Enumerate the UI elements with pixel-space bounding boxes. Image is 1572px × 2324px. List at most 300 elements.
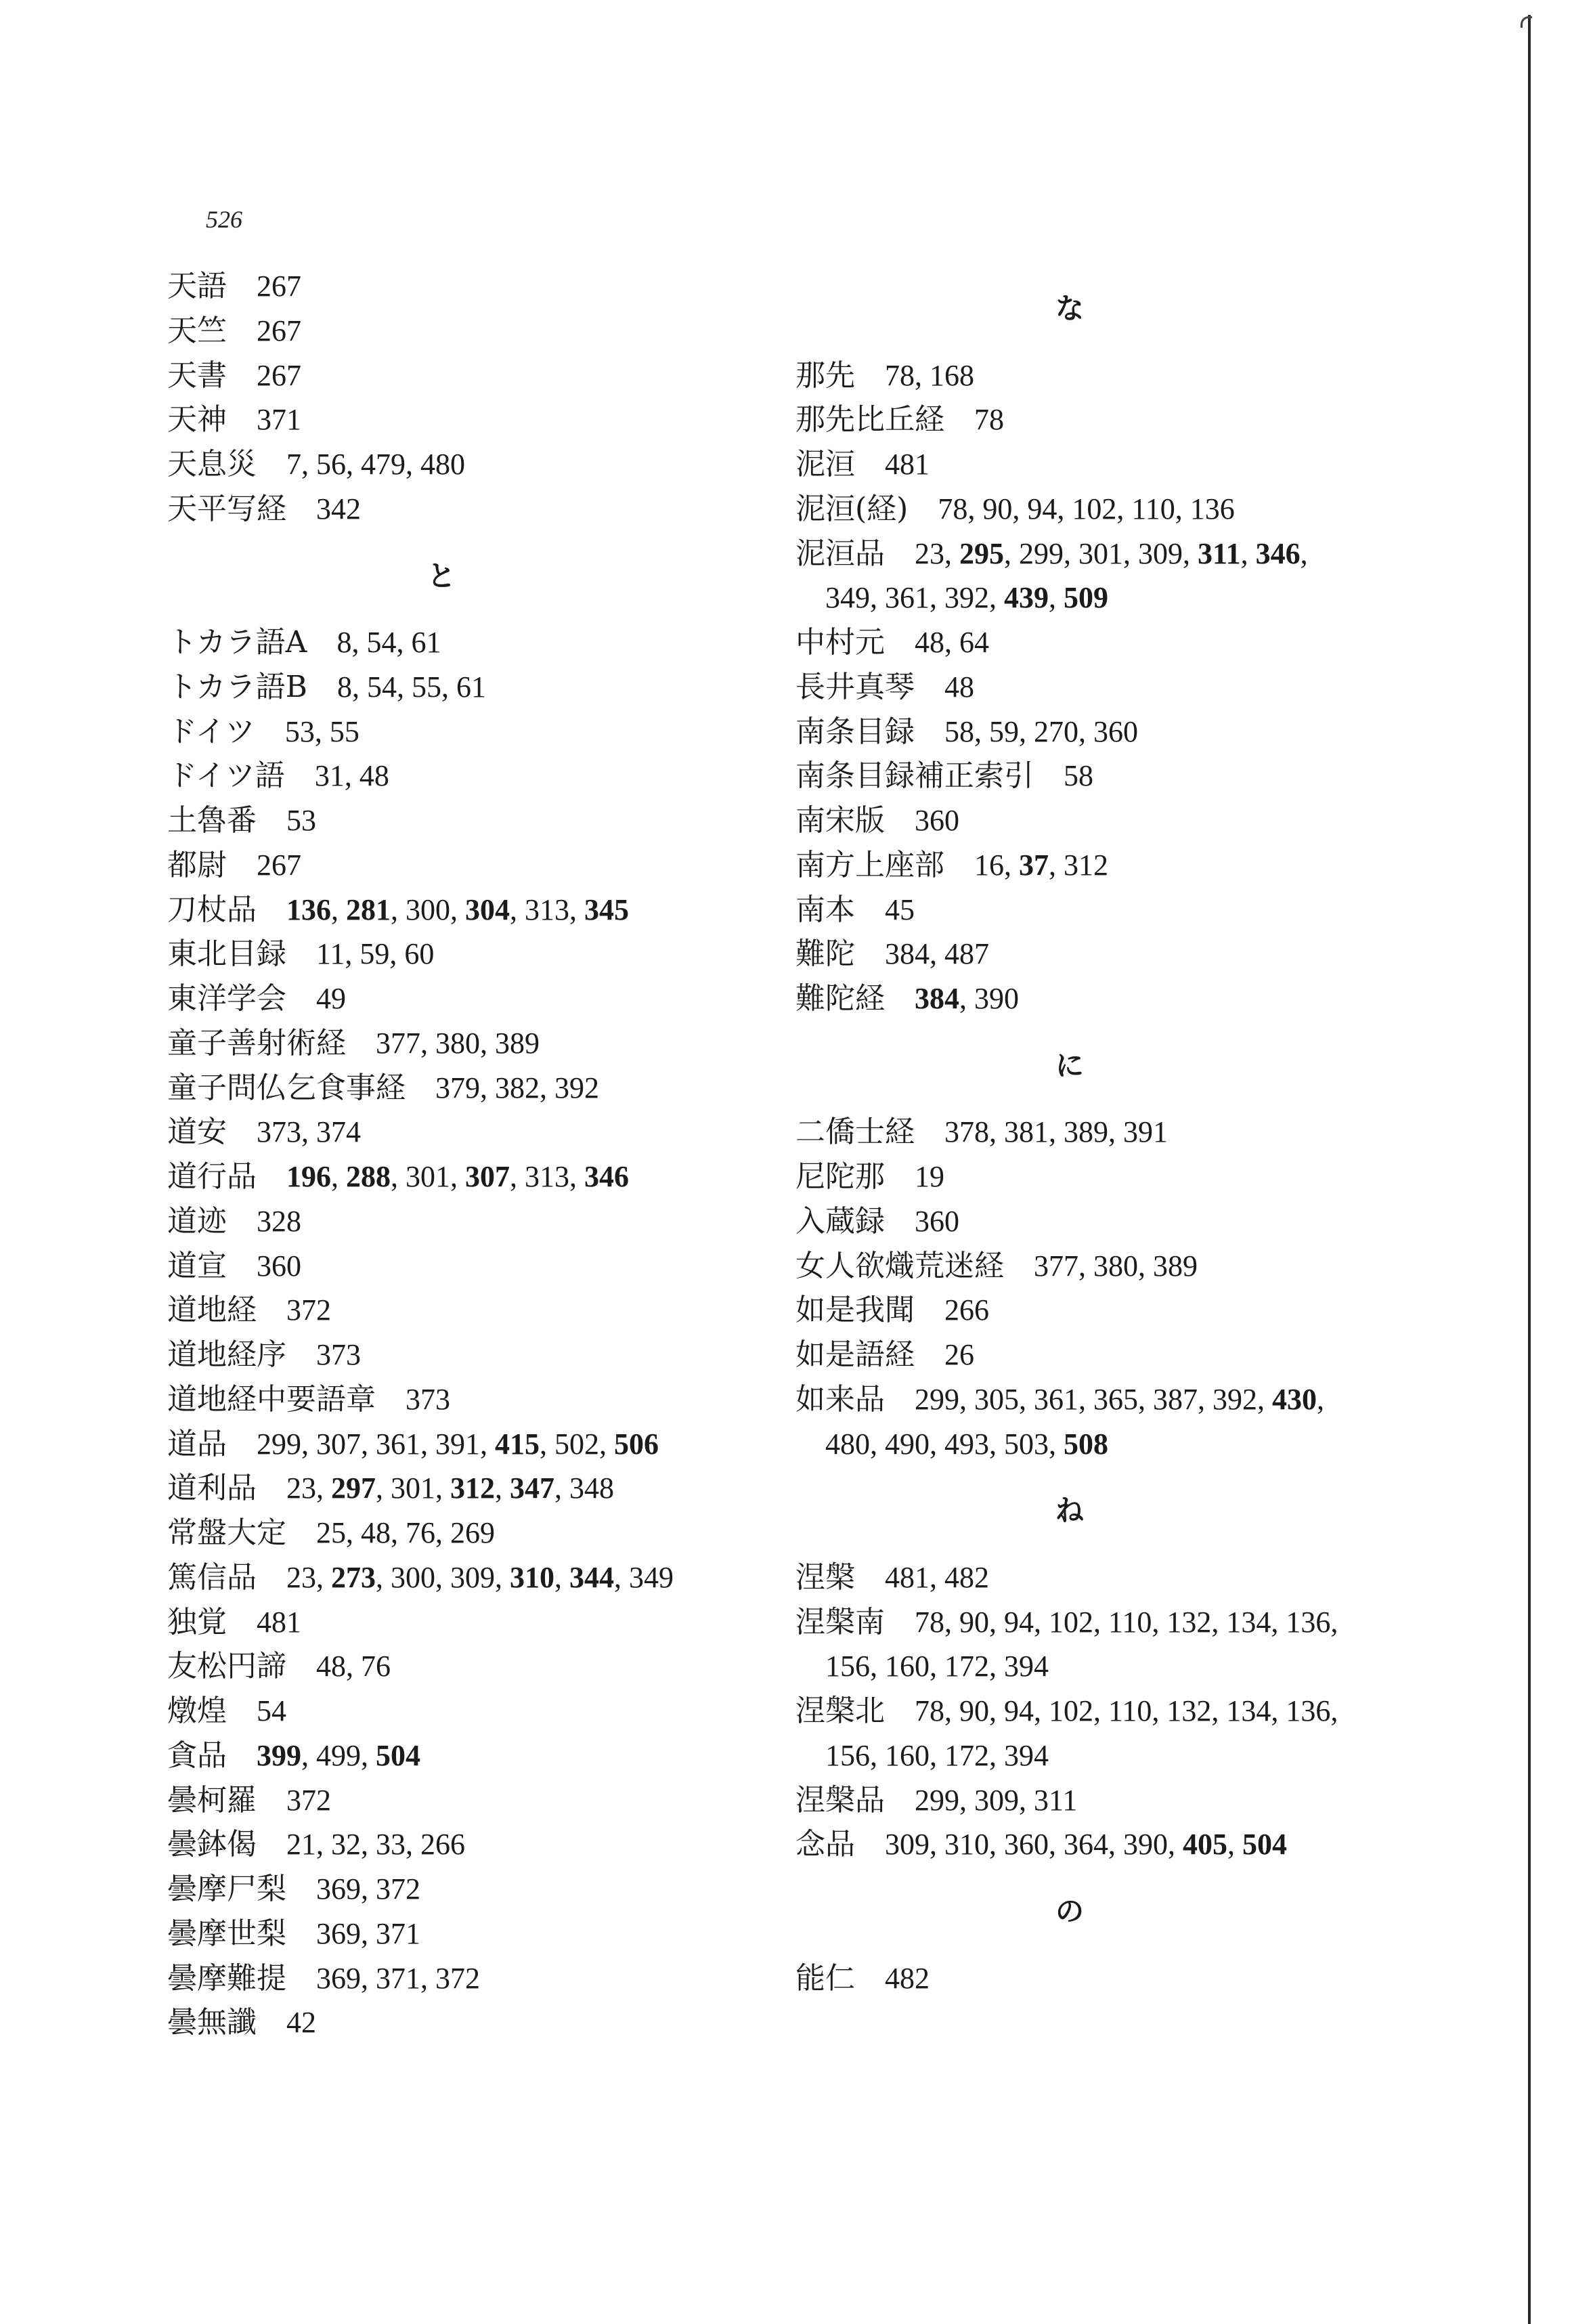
page-ref: 61 bbox=[456, 670, 487, 704]
page-ref: 59 bbox=[989, 714, 1019, 748]
page-ref: 132 bbox=[1166, 1694, 1212, 1728]
page-edge-line bbox=[1528, 15, 1531, 2324]
index-entry bbox=[167, 754, 716, 798]
entry-term: 道地経中要語章 bbox=[167, 1381, 376, 1417]
ref-separator: , bbox=[1152, 1605, 1160, 1639]
ref-separator: , bbox=[391, 1516, 398, 1550]
page-ref: 482 bbox=[944, 1560, 989, 1594]
index-entry bbox=[167, 1110, 716, 1155]
entry-term: 南宋版 bbox=[795, 803, 885, 838]
entry-term: 燉煌 bbox=[167, 1694, 227, 1729]
ref-separator: , bbox=[1317, 1382, 1324, 1416]
page-ref: 48 bbox=[944, 670, 974, 704]
page-ref: 430 bbox=[1272, 1382, 1317, 1416]
entry-term: 刀杖品 bbox=[167, 892, 257, 927]
page-ref: 384 bbox=[915, 982, 959, 1016]
index-entry bbox=[795, 1555, 1344, 1600]
ref-separator: , bbox=[435, 1560, 443, 1594]
index-entry bbox=[795, 1155, 1344, 1199]
index-entry bbox=[167, 1333, 716, 1377]
entry-term: 道利品 bbox=[167, 1471, 257, 1506]
entry-term: 能仁 bbox=[795, 1960, 855, 1996]
ref-separator: , bbox=[1138, 1382, 1145, 1416]
index-entry bbox=[167, 1689, 716, 1734]
entry-term: 独覚 bbox=[167, 1604, 227, 1639]
ref-separator: , bbox=[316, 1471, 324, 1505]
page-ref: 160 bbox=[885, 1738, 930, 1772]
page-ref: 480 bbox=[420, 448, 465, 481]
index-entry bbox=[795, 1600, 1344, 1645]
index-entry bbox=[795, 754, 1344, 798]
page-ref: 345 bbox=[584, 892, 629, 926]
ref-separator: , bbox=[420, 1026, 428, 1060]
page-ref: 372 bbox=[286, 1293, 331, 1327]
index-entry bbox=[167, 1377, 716, 1422]
ref-separator: , bbox=[1168, 1828, 1175, 1862]
page-ref: 94 bbox=[1004, 1694, 1034, 1728]
page-ref: 55 bbox=[412, 670, 442, 704]
index-entry bbox=[167, 264, 716, 309]
page-ref: 267 bbox=[257, 848, 301, 882]
ref-separator: , bbox=[1078, 1249, 1086, 1283]
entry-term: 篤信品 bbox=[167, 1559, 257, 1595]
index-entry bbox=[795, 1778, 1344, 1823]
page-ref: 369 bbox=[316, 1916, 361, 1950]
ref-separator: , bbox=[974, 714, 982, 748]
page-ref: 482 bbox=[885, 1961, 930, 1995]
ref-separator: , bbox=[1175, 492, 1183, 525]
ref-separator: , bbox=[540, 1427, 547, 1461]
ref-separator: , bbox=[510, 892, 517, 926]
page-ref: 380 bbox=[1093, 1249, 1138, 1283]
page-ref: 45 bbox=[885, 892, 915, 926]
entry-term: 天神 bbox=[167, 402, 227, 437]
index-entry bbox=[167, 1734, 716, 1778]
page-ref: 361 bbox=[376, 1427, 420, 1461]
index-entry bbox=[167, 1912, 716, 1956]
entry-term: 如来品 bbox=[795, 1381, 885, 1417]
page-ref: 61 bbox=[411, 626, 441, 660]
page-ref: 389 bbox=[1064, 1115, 1108, 1149]
section-heading: と bbox=[427, 559, 456, 593]
ref-separator: , bbox=[989, 1828, 997, 1862]
ref-separator: , bbox=[376, 1471, 383, 1505]
page-ref: 301 bbox=[406, 1160, 450, 1194]
page-ref: 360 bbox=[257, 1249, 301, 1283]
page-ref: 90 bbox=[959, 1694, 989, 1728]
ref-separator: , bbox=[1012, 492, 1020, 525]
ref-separator: , bbox=[989, 1694, 997, 1728]
ref-separator: , bbox=[569, 1160, 577, 1194]
ref-separator: , bbox=[331, 892, 339, 926]
page-ref: 502 bbox=[554, 1427, 599, 1461]
page-ref: 102 bbox=[1072, 492, 1117, 525]
ref-separator: , bbox=[930, 1828, 937, 1862]
page-ref: 78 bbox=[915, 1694, 944, 1728]
index-entry bbox=[795, 888, 1344, 932]
index-entry bbox=[167, 1778, 716, 1823]
entry-term: 童子善射術経 bbox=[167, 1025, 346, 1060]
page-ref: 48 bbox=[915, 626, 944, 660]
page-ref: 8 bbox=[337, 670, 353, 704]
ref-separator: , bbox=[1019, 1382, 1026, 1416]
page-ref: 288 bbox=[346, 1160, 391, 1194]
ref-separator: , bbox=[1049, 1427, 1056, 1461]
page-ref: 53 bbox=[284, 714, 315, 748]
page-ref: 415 bbox=[495, 1427, 540, 1461]
page-ref: 266 bbox=[944, 1293, 989, 1327]
entry-term: 長井真琴 bbox=[795, 669, 915, 704]
entry-term: 南条目録 bbox=[795, 714, 915, 749]
ref-separator: , bbox=[930, 1560, 937, 1594]
page-ref: 196 bbox=[286, 1160, 331, 1194]
ref-separator: , bbox=[1123, 536, 1131, 570]
page-ref: 387 bbox=[1153, 1382, 1198, 1416]
page-ref: 23 bbox=[915, 536, 944, 570]
ref-separator: , bbox=[1138, 1249, 1145, 1283]
ref-separator: , bbox=[930, 1427, 937, 1461]
ref-separator: , bbox=[314, 714, 322, 748]
page-ref: 21 bbox=[286, 1828, 316, 1862]
index-entry bbox=[167, 1155, 716, 1199]
page-ref: 23 bbox=[286, 1471, 316, 1505]
ref-separator: , bbox=[1271, 1694, 1279, 1728]
index-entry-continuation bbox=[795, 1734, 1344, 1778]
index-entry bbox=[795, 843, 1344, 888]
ref-separator: , bbox=[495, 1471, 502, 1505]
page-ref: 300 bbox=[406, 892, 450, 926]
index-entry bbox=[795, 1822, 1344, 1867]
ref-separator: , bbox=[1271, 1605, 1279, 1639]
entry-term: 常盤大定 bbox=[167, 1515, 286, 1551]
index-entry bbox=[167, 1021, 716, 1066]
page-ref: 37 bbox=[1019, 848, 1049, 882]
ref-separator: , bbox=[301, 1738, 309, 1772]
page-ref: 156 bbox=[825, 1738, 870, 1772]
page-ref: 391 bbox=[1123, 1115, 1168, 1149]
page-ref: 372 bbox=[435, 1961, 480, 1995]
page-ref: 295 bbox=[959, 536, 1004, 570]
ref-separator: , bbox=[959, 1783, 967, 1817]
section-heading: の bbox=[1055, 1895, 1084, 1929]
page-ref: 481 bbox=[257, 1605, 301, 1639]
page-ref: 60 bbox=[404, 937, 435, 971]
index-entry bbox=[167, 1822, 716, 1867]
index-entry bbox=[167, 1644, 716, 1689]
page-ref: 25 bbox=[316, 1516, 346, 1550]
ref-separator: , bbox=[376, 1560, 383, 1594]
page-ref: 499 bbox=[316, 1738, 361, 1772]
page-ref: 156 bbox=[825, 1650, 870, 1683]
ref-separator: , bbox=[450, 892, 458, 926]
ref-separator: , bbox=[420, 1961, 428, 1995]
ref-separator: , bbox=[391, 1160, 398, 1194]
page-ref: 76 bbox=[406, 1516, 435, 1550]
page-ref: 373 bbox=[316, 1338, 361, 1372]
ref-separator: , bbox=[1116, 492, 1125, 525]
ref-separator: , bbox=[944, 626, 952, 660]
section-heading: な bbox=[1055, 292, 1084, 325]
page-ref: 136 bbox=[1189, 492, 1235, 525]
ref-separator: , bbox=[301, 1115, 309, 1149]
page-ref: 55 bbox=[329, 714, 359, 748]
page-ref: 377 bbox=[1034, 1249, 1078, 1283]
ref-separator: , bbox=[870, 1427, 877, 1461]
ref-separator: , bbox=[540, 1071, 547, 1104]
ref-separator: , bbox=[450, 1160, 458, 1194]
page-ref: 371 bbox=[376, 1961, 420, 1995]
entry-term: 泥洹(経) bbox=[795, 491, 909, 526]
page-ref: 299 bbox=[1019, 536, 1064, 570]
ref-separator: , bbox=[944, 536, 952, 570]
ref-separator: , bbox=[1211, 1605, 1219, 1639]
page-ref: 42 bbox=[286, 2006, 316, 2040]
page-ref: 11 bbox=[316, 937, 345, 971]
page-ref: 390 bbox=[974, 982, 1019, 1016]
page-ref: 378 bbox=[944, 1115, 989, 1149]
ref-separator: , bbox=[915, 358, 922, 392]
ref-separator: , bbox=[989, 581, 997, 615]
page-ref: 273 bbox=[331, 1560, 376, 1594]
page-ref: 102 bbox=[1049, 1605, 1093, 1639]
index-entry bbox=[167, 353, 716, 398]
page-ref: 102 bbox=[1049, 1694, 1093, 1728]
page-ref: 384 bbox=[885, 937, 930, 971]
entry-term: 天書 bbox=[167, 358, 227, 393]
entry-term: 難陀 bbox=[795, 937, 855, 972]
ref-separator: , bbox=[406, 1828, 413, 1862]
entry-term: 道迹 bbox=[167, 1203, 227, 1239]
index-entry bbox=[795, 397, 1344, 442]
page-ref: 371 bbox=[376, 1916, 420, 1950]
ref-separator: , bbox=[1198, 1382, 1205, 1416]
ref-separator: , bbox=[1211, 1694, 1219, 1728]
page-ref: 160 bbox=[885, 1650, 930, 1683]
page-ref: 172 bbox=[944, 1650, 989, 1683]
page-ref: 172 bbox=[944, 1738, 989, 1772]
page-ref: 58 bbox=[1064, 759, 1093, 793]
page-ref: 307 bbox=[316, 1427, 361, 1461]
page-ref: 439 bbox=[1004, 581, 1049, 615]
page-ref: 32 bbox=[331, 1828, 361, 1862]
ref-separator: , bbox=[361, 1916, 368, 1950]
page-ref: 300 bbox=[391, 1560, 435, 1594]
index-entry bbox=[167, 1244, 716, 1289]
page-ref: 76 bbox=[361, 1650, 391, 1683]
index-entry bbox=[167, 1199, 716, 1244]
page-ref: 309 bbox=[885, 1828, 930, 1862]
page-ref: 349 bbox=[825, 581, 870, 615]
page-ref: 394 bbox=[1004, 1738, 1049, 1772]
ref-separator: , bbox=[1093, 1605, 1101, 1639]
ref-separator: , bbox=[480, 1427, 487, 1461]
page-ref: 372 bbox=[286, 1783, 331, 1817]
entry-term: 天竺 bbox=[167, 313, 227, 348]
index-entry bbox=[795, 1110, 1344, 1155]
page-ref: 344 bbox=[569, 1560, 614, 1594]
ref-separator: , bbox=[435, 1471, 443, 1505]
page-ref: 297 bbox=[331, 1471, 376, 1505]
page-ref: 90 bbox=[982, 492, 1013, 525]
page-ref: 360 bbox=[1004, 1828, 1049, 1862]
page-ref: 487 bbox=[944, 937, 989, 971]
page-ref: 346 bbox=[584, 1160, 629, 1194]
index-entry bbox=[167, 1466, 716, 1511]
page-ref: 381 bbox=[1004, 1115, 1049, 1149]
page-ref: 54 bbox=[367, 670, 397, 704]
page-ref: 361 bbox=[1034, 1382, 1078, 1416]
entry-term: 友松円諦 bbox=[167, 1649, 286, 1684]
entry-term: 涅槃北 bbox=[795, 1694, 885, 1729]
ref-separator: , bbox=[1108, 1115, 1116, 1149]
ref-separator: , bbox=[1227, 1828, 1235, 1862]
ref-separator: , bbox=[361, 1828, 368, 1862]
page-ref: 26 bbox=[944, 1338, 974, 1372]
section-heading: ね bbox=[1055, 1494, 1084, 1528]
entry-term: 曇柯羅 bbox=[167, 1782, 257, 1817]
ref-separator: , bbox=[870, 1650, 877, 1683]
entry-term: 女人欲熾荒迷経 bbox=[795, 1248, 1004, 1283]
ref-separator: , bbox=[944, 1605, 952, 1639]
page-ref: 59 bbox=[359, 937, 390, 971]
page-ref: 391 bbox=[435, 1427, 480, 1461]
page-ref: 94 bbox=[1004, 1605, 1034, 1639]
ref-separator: , bbox=[1108, 1828, 1116, 1862]
ref-separator: , bbox=[389, 937, 397, 971]
ref-separator: , bbox=[1019, 1783, 1026, 1817]
page-ref: 269 bbox=[450, 1516, 495, 1550]
entry-term: トカラ語A bbox=[167, 625, 307, 660]
index-entry bbox=[167, 888, 716, 932]
ref-separator: , bbox=[331, 1160, 339, 1194]
ref-separator: , bbox=[351, 626, 359, 660]
entry-term: 南条目録補正索引 bbox=[795, 758, 1034, 794]
page-ref: 504 bbox=[376, 1738, 420, 1772]
ref-separator: , bbox=[480, 1071, 487, 1104]
page-ref: 270 bbox=[1034, 714, 1078, 748]
page-ref: 58 bbox=[944, 714, 974, 748]
page-ref: 390 bbox=[1123, 1828, 1168, 1862]
index-entry bbox=[795, 487, 1344, 532]
entry-term: 曇鉢偈 bbox=[167, 1827, 257, 1862]
ref-separator: , bbox=[1049, 1115, 1056, 1149]
page-ref: 312 bbox=[450, 1471, 495, 1505]
page-ref: 493 bbox=[944, 1427, 989, 1461]
entry-term: 那先 bbox=[795, 358, 855, 393]
ref-separator: , bbox=[1330, 1694, 1338, 1728]
index-entry bbox=[795, 1956, 1344, 2001]
page-ref: 19 bbox=[915, 1160, 944, 1194]
ref-separator: , bbox=[1257, 1382, 1265, 1416]
entry-term: 土魯番 bbox=[167, 803, 257, 838]
page-ref: 347 bbox=[510, 1471, 554, 1505]
page-ref: 371 bbox=[257, 403, 301, 437]
entry-term: 涅槃 bbox=[795, 1559, 855, 1595]
ref-separator: , bbox=[316, 1828, 324, 1862]
page-ref: 56 bbox=[316, 448, 346, 481]
index-entry-continuation bbox=[795, 576, 1344, 620]
ref-separator: , bbox=[1057, 492, 1065, 525]
entry-term: 曇摩世梨 bbox=[167, 1916, 286, 1951]
page-ref: 360 bbox=[915, 1204, 959, 1238]
ref-separator: , bbox=[989, 1650, 997, 1683]
entry-term: 難陀経 bbox=[795, 981, 885, 1016]
entry-term: 道行品 bbox=[167, 1159, 257, 1195]
page-ref: 33 bbox=[376, 1828, 406, 1862]
page-ref: 506 bbox=[614, 1427, 659, 1461]
page-ref: 136 bbox=[1286, 1694, 1331, 1728]
page-ref: 481 bbox=[885, 1560, 930, 1594]
page-ref: 266 bbox=[420, 1828, 465, 1862]
page-ref: 373 bbox=[406, 1382, 450, 1416]
page-ref: 377 bbox=[376, 1026, 420, 1060]
ref-separator: , bbox=[344, 759, 352, 793]
ref-separator: , bbox=[301, 1427, 309, 1461]
index-entry bbox=[795, 1689, 1344, 1734]
index-entry bbox=[795, 1244, 1344, 1289]
ref-separator: , bbox=[614, 1560, 621, 1594]
ref-separator: , bbox=[870, 1738, 877, 1772]
page-edge-mark bbox=[1521, 16, 1532, 28]
ref-separator: , bbox=[930, 1738, 937, 1772]
page-ref: 342 bbox=[316, 492, 361, 525]
entry-term: 如是語経 bbox=[795, 1337, 915, 1373]
entry-term: 曇摩尸梨 bbox=[167, 1872, 286, 1907]
page-ref: 490 bbox=[885, 1427, 930, 1461]
index-entry bbox=[795, 932, 1344, 976]
ref-separator: , bbox=[361, 1872, 368, 1906]
page-ref: 110 bbox=[1108, 1694, 1152, 1728]
entry-term: 道地経序 bbox=[167, 1337, 286, 1373]
ref-separator: , bbox=[1078, 1382, 1086, 1416]
index-entry bbox=[167, 1956, 716, 2001]
page-ref: 309 bbox=[1138, 536, 1183, 570]
index-entry bbox=[167, 1066, 716, 1111]
ref-separator: , bbox=[989, 1605, 997, 1639]
entry-term: 涅槃南 bbox=[795, 1604, 885, 1639]
ref-separator: , bbox=[989, 1738, 997, 1772]
page-ref: 481 bbox=[885, 448, 930, 481]
page-ref: 379 bbox=[435, 1071, 480, 1104]
page-ref: 313 bbox=[525, 892, 569, 926]
ref-separator: , bbox=[495, 1560, 502, 1594]
page-ref: 78 bbox=[885, 358, 915, 392]
page-ref: 503 bbox=[1004, 1427, 1049, 1461]
page-ref: 305 bbox=[974, 1382, 1019, 1416]
page-ref: 310 bbox=[944, 1828, 989, 1862]
ref-separator: , bbox=[1152, 1694, 1160, 1728]
index-entry bbox=[795, 1199, 1344, 1244]
page-ref: 392 bbox=[554, 1071, 599, 1104]
ref-separator: , bbox=[1019, 714, 1026, 748]
page-ref: 94 bbox=[1027, 492, 1057, 525]
page-ref: 365 bbox=[1093, 1382, 1138, 1416]
page-ref: 48 bbox=[316, 1650, 346, 1683]
page-ref: 301 bbox=[391, 1471, 435, 1505]
entry-term: 天息災 bbox=[167, 447, 257, 481]
entry-term: 南本 bbox=[795, 892, 855, 927]
ref-separator: , bbox=[959, 1382, 967, 1416]
ref-separator: , bbox=[301, 448, 309, 481]
ref-separator: , bbox=[930, 1650, 937, 1683]
page-ref: 281 bbox=[346, 892, 391, 926]
page-number: 526 bbox=[206, 206, 242, 233]
page-ref: 304 bbox=[465, 892, 510, 926]
page-ref: 311 bbox=[1034, 1783, 1078, 1817]
page-ref: 48 bbox=[359, 759, 389, 793]
page-ref: 480 bbox=[825, 1427, 870, 1461]
entry-term: 南方上座部 bbox=[795, 847, 944, 882]
